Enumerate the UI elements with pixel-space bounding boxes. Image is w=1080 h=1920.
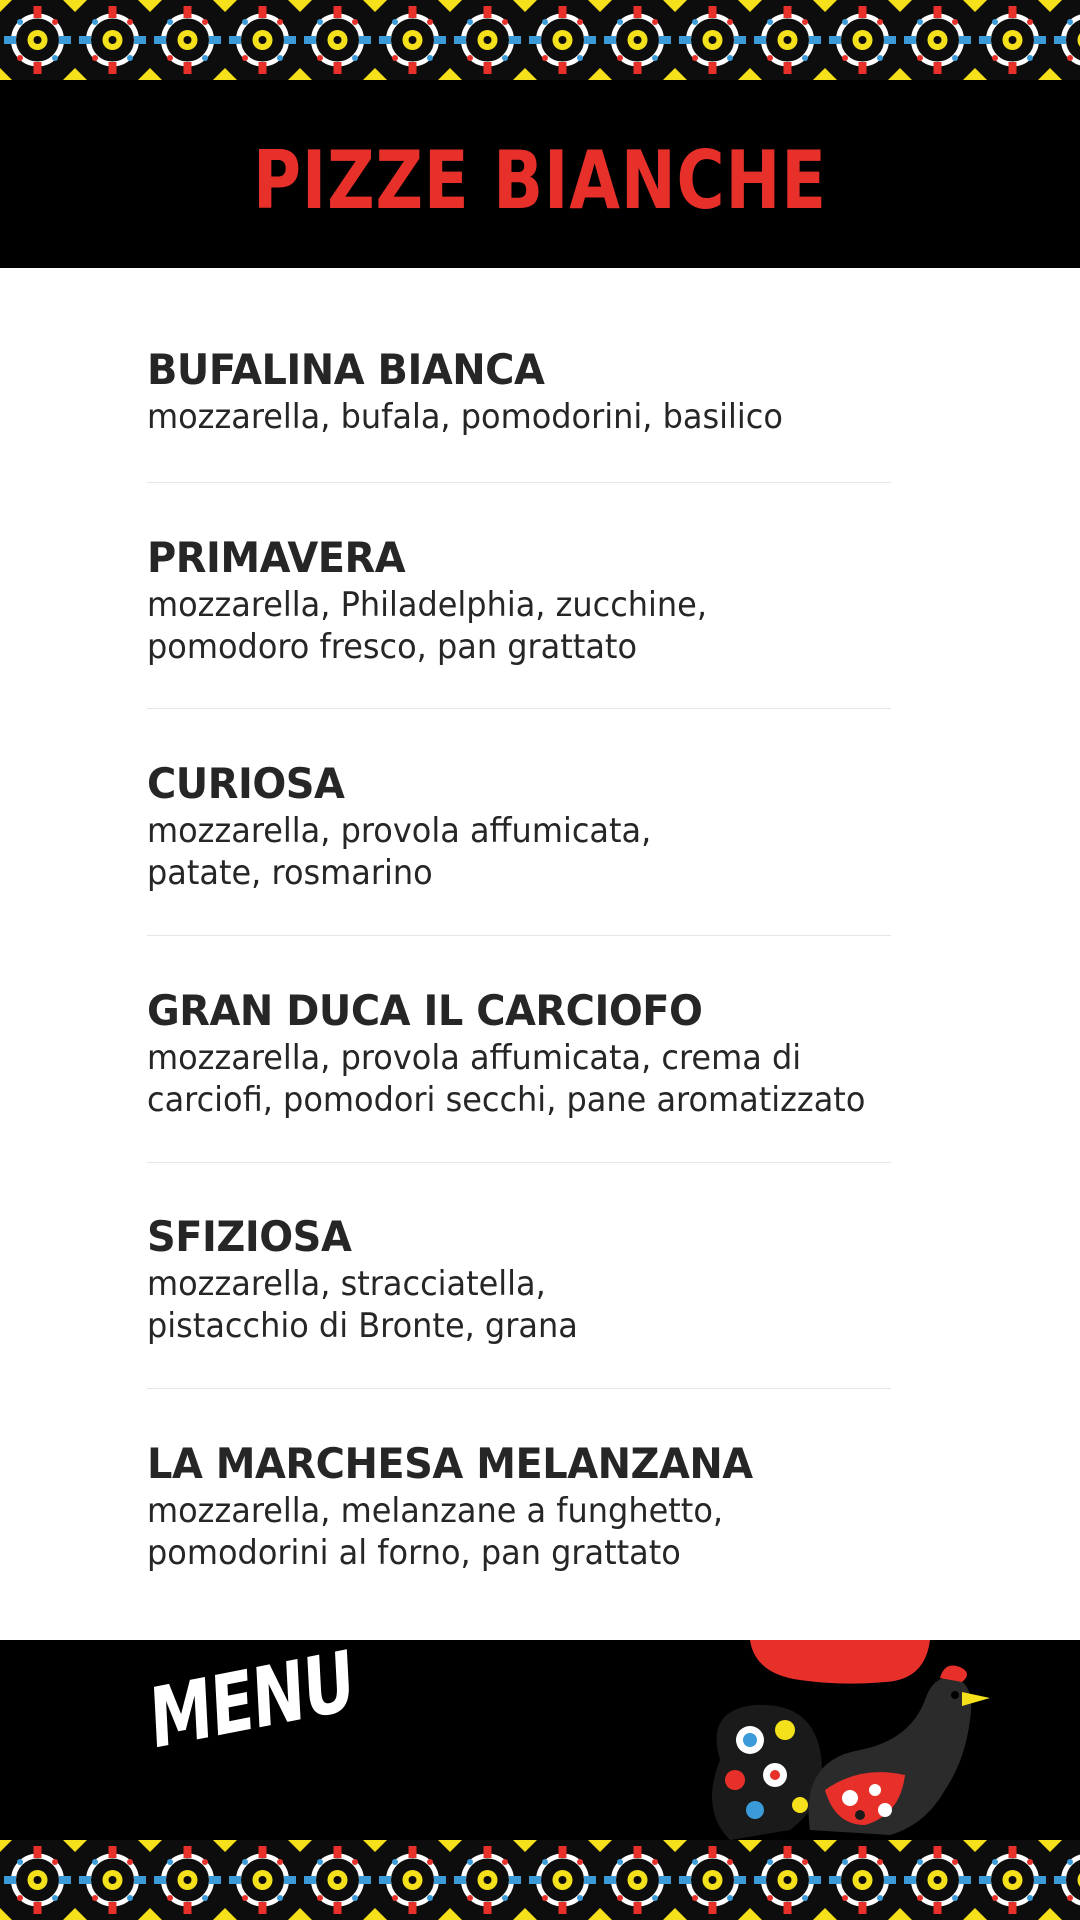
menu-item-description: mozzarella, provola affumicata, patate, rosmarino <box>147 811 652 893</box>
menu-item <box>147 344 987 438</box>
top-tile-pattern-band <box>0 0 1080 80</box>
menu-item <box>147 1211 987 1347</box>
menu-item-name: CURIOSA <box>147 759 345 808</box>
menu-item-description: mozzarella, bufala, pomodorini, basilico <box>147 397 783 437</box>
divider <box>147 935 891 936</box>
menu-item-description: mozzarella, Philadelphia, zucchine, pomodoro fresco, pan grattato <box>147 585 708 667</box>
menu-item <box>147 1438 987 1574</box>
menu-item-name: GRAN DUCA IL CARCIOFO <box>147 986 703 1035</box>
menu-item <box>147 532 987 668</box>
divider <box>147 1388 891 1389</box>
menu-item-description: mozzarella, stracciatella, pistacchio di Bronte, grana <box>147 1264 578 1346</box>
menu-badge: MENU <box>147 1633 356 1769</box>
tile-pattern-top <box>0 0 1080 80</box>
menu-item-name: SFIZIOSA <box>147 1212 352 1261</box>
menu-item-name: BUFALINA BIANCA <box>147 345 545 394</box>
header-bar <box>0 80 1080 268</box>
menu-item-name: PRIMAVERA <box>147 533 406 582</box>
menu-item-name: LA MARCHESA MELANZANA <box>147 1439 753 1488</box>
bottom-tile-pattern-band <box>0 1840 1080 1920</box>
menu-item-description: mozzarella, melanzane a funghetto, pomodorini al forno, pan grattato <box>147 1491 724 1573</box>
rooster-icon <box>700 1640 1000 1840</box>
divider <box>147 482 891 483</box>
page-title: PIZZE BIANCHE <box>253 133 827 227</box>
menu-item <box>147 985 987 1121</box>
menu-item-description: mozzarella, provola affumicata, crema di carciofi, pomodori secchi, pane aromatizzato <box>147 1038 866 1120</box>
divider <box>147 1162 891 1163</box>
divider <box>147 708 891 709</box>
menu-item <box>147 758 987 894</box>
tile-pattern-bottom <box>0 1840 1080 1920</box>
